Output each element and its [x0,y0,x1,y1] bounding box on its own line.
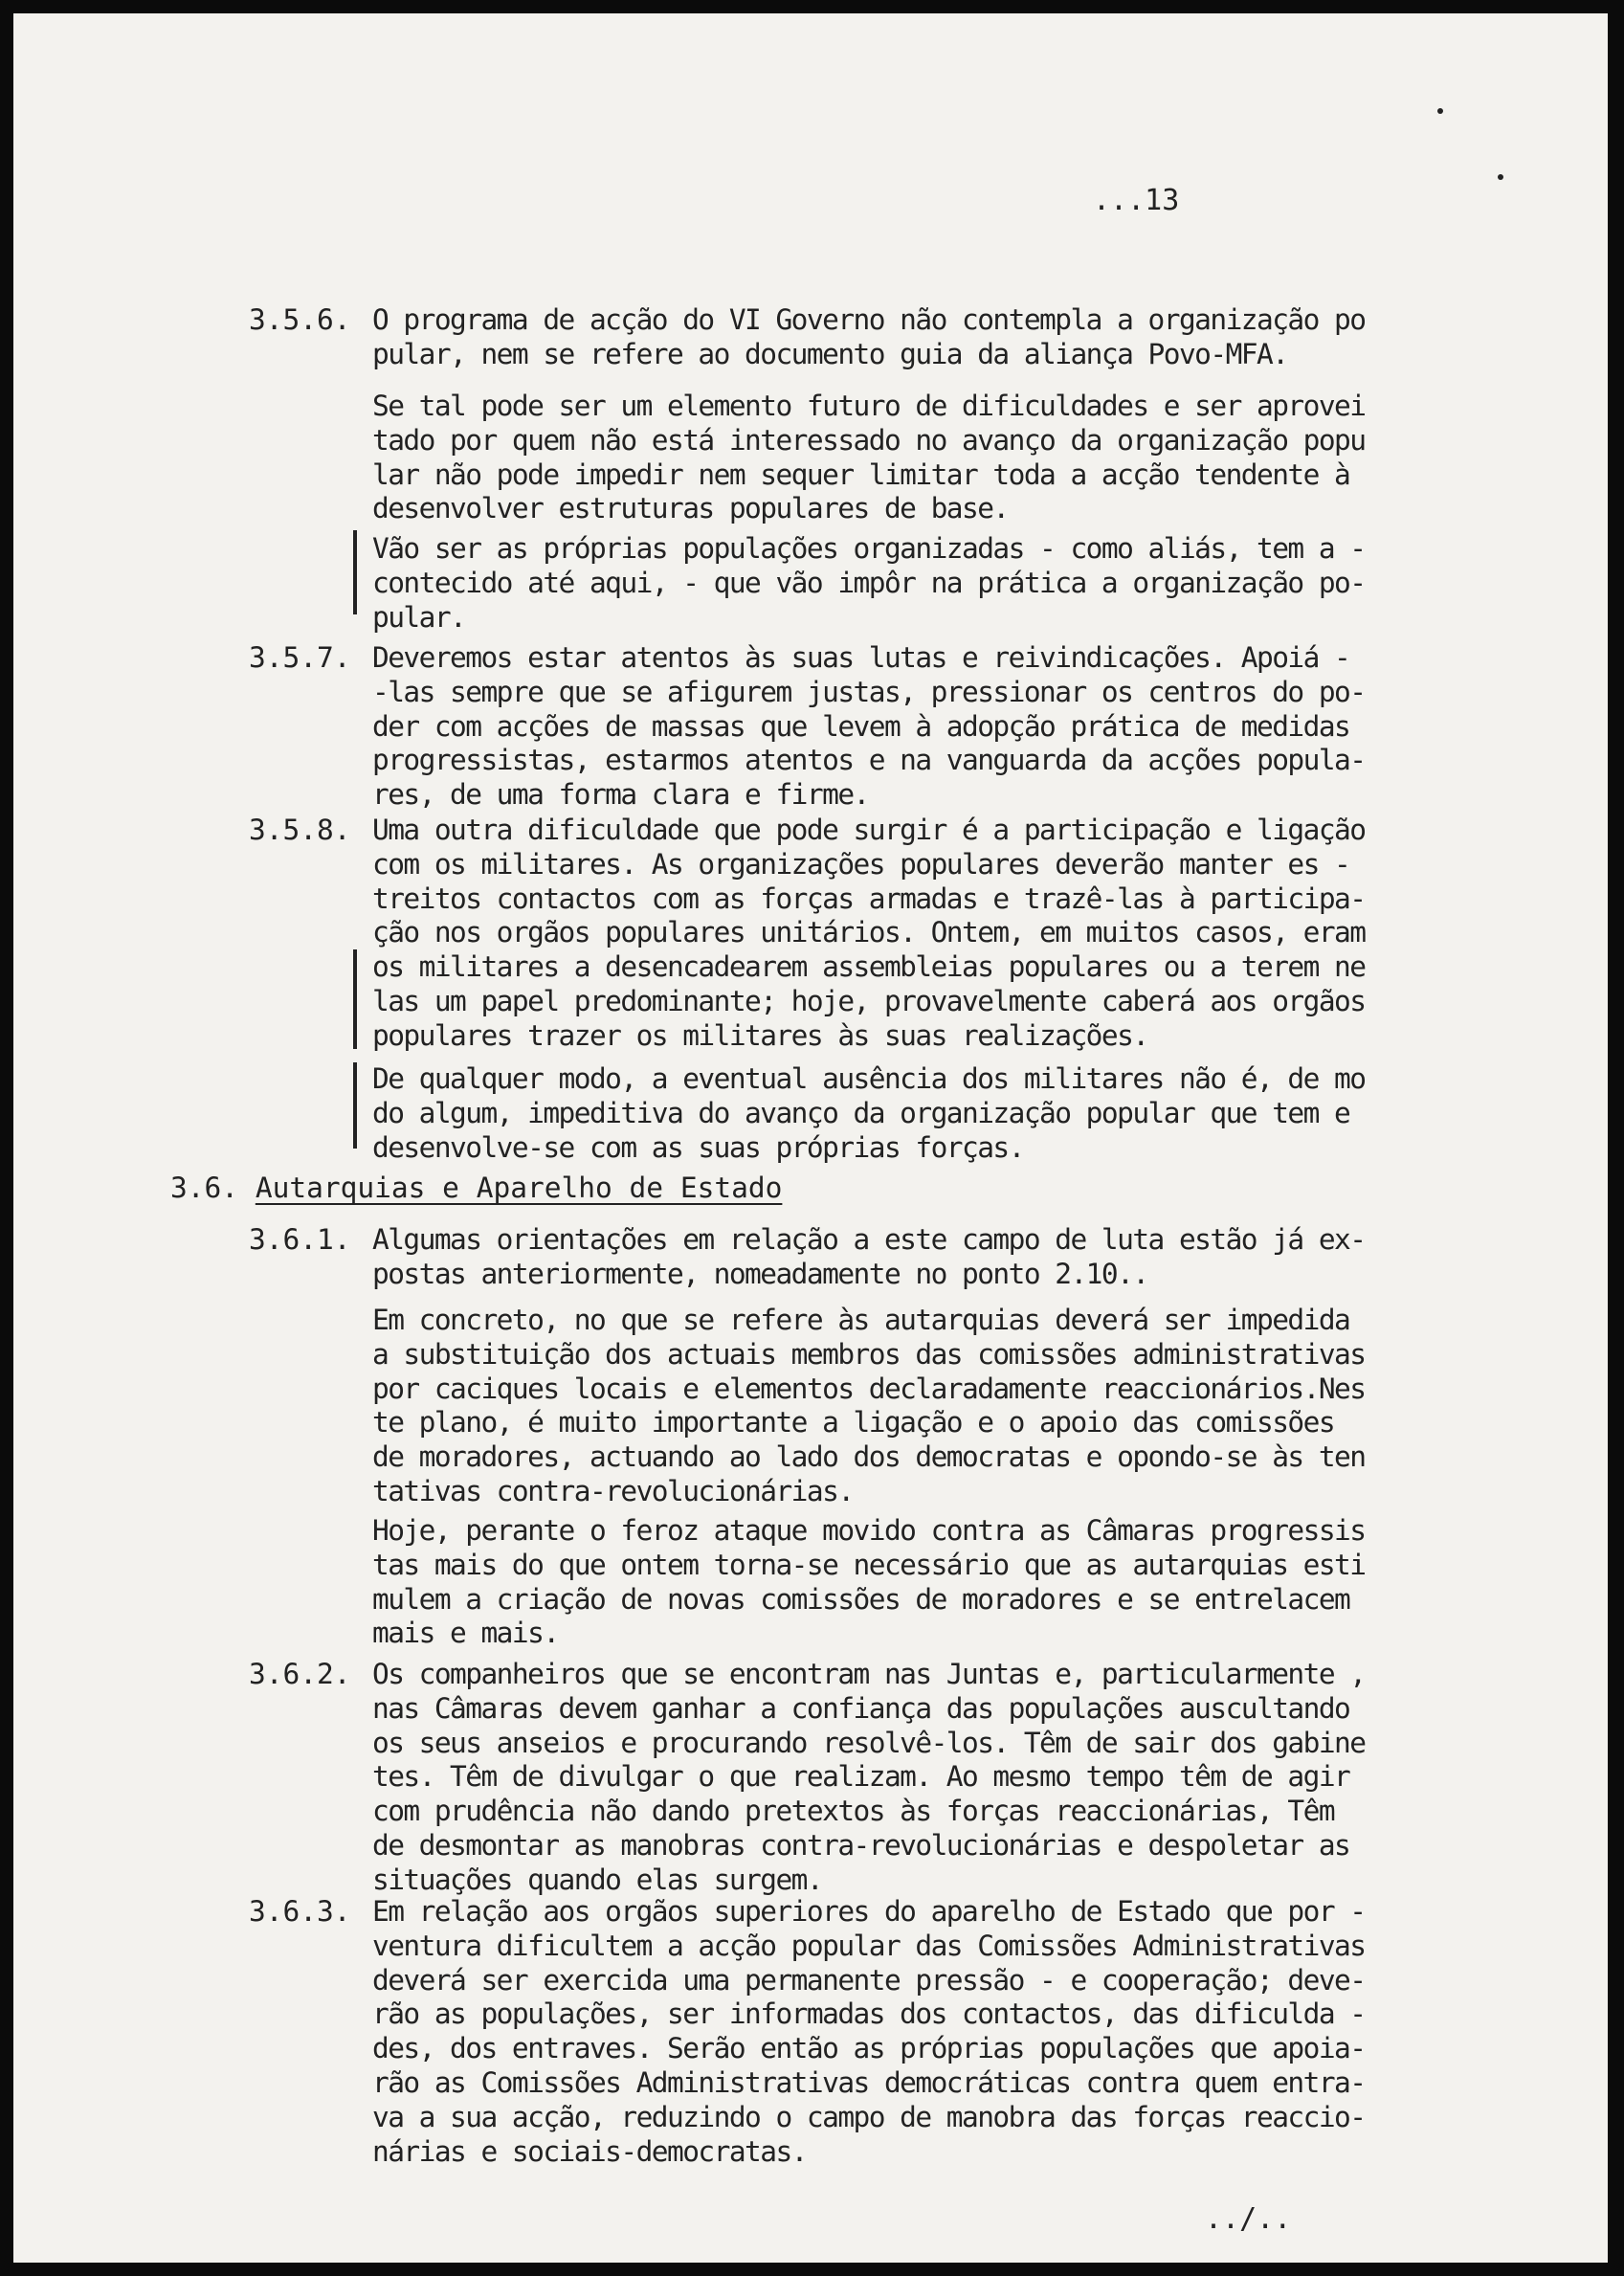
text-line: ventura dificultem a acção popular das Comissões Administrativas [372,1929,1366,1962]
text-line: Os companheiros que se encontram nas Juntas e, particularmente , [372,1658,1366,1690]
text-line: situações quando elas surgem. [372,1863,823,1896]
paragraph-3-5-7 [372,641,1365,813]
text-line: a substituição dos actuais membros das comissões administrativas [372,1337,1366,1371]
text-line: mulem a criação de novas comissões de moradores e se entrelacem [372,1582,1350,1616]
ink-speck [1498,174,1503,180]
text-line: nárias e sociais-democratas. [372,2134,807,2168]
text-line: Deveremos estar atentos às suas lutas e reivindicações. Apoiá - [372,641,1350,674]
text-line: tas mais do que ontem torna-se necessário que as autarquias esti [372,1548,1366,1581]
page-number: ...13 [1093,184,1180,217]
text-line: Vão ser as próprias populações organizadas - como aliás, tem a - [372,532,1366,565]
text-line: De qualquer modo, a eventual ausência dos militares não é, de mo [372,1062,1366,1095]
margin-bar [353,1062,357,1149]
text-line: do algum, impeditiva do avanço da organização popular que tem e [372,1096,1350,1129]
section-heading [170,1171,782,1204]
text-line: desenvolve-se com as suas próprias forças. [372,1130,1024,1164]
section-number: 3.6. [170,1171,239,1204]
text-line: mais e mais. [372,1617,559,1650]
text-line: deverá ser exercida uma permanente pressão - e cooperação; deve- [372,1963,1366,1997]
text-line: com os militares. As organizações populares deverão manter es - [372,847,1350,881]
ink-speck [1437,108,1443,114]
text-line: Uma outra dificuldade que pode surgir é a participação e ligação [372,814,1366,846]
text-line: las um papel predominante; hoje, provavelmente caberá aos orgãos [372,984,1366,1017]
paragraph-number: 3.6.3. [249,1895,351,1928]
paragraph-3-5-6 [372,303,1365,372]
text-line: os militares a desencadearem assembleias populares ou a terem ne [372,950,1366,984]
text-line: -las sempre que se afigurem justas, pressionar os centros do po- [372,675,1366,708]
paragraph-number: 3.6.2. [249,1658,351,1690]
text-line: tes. Têm de divulgar o que realizam. Ao mesmo tempo têm de agir [372,1760,1350,1794]
text-line: tativas contra-revolucionárias. [372,1474,854,1507]
paragraph-3-6-3 [372,1895,1365,2169]
text-line: rão as populações, ser informadas dos contactos, das dificulda - [372,1997,1366,2031]
text-line: Hoje, perante o feroz ataque movido contra as Câmaras progressis [372,1514,1366,1547]
margin-bar [353,949,357,1049]
text-line: tado por quem não está interessado no avanço da organização popu [372,423,1366,457]
text-line: O programa de acção do VI Governo não contempla a organização po [372,303,1366,336]
text-line: der com acções de massas que levem à adopção prática de medidas [372,709,1350,743]
text-line: pular. [372,600,466,634]
paragraph-number: 3.5.8. [249,814,351,846]
paragraph-3-5-8-marked [372,1062,1365,1165]
text-line: va a sua acção, reduzindo o campo de manobra das forças reaccio- [372,2100,1366,2133]
text-line: rão as Comissões Administrativas democráticas contra quem entra- [372,2065,1366,2099]
text-line: desenvolver estruturas populares de base. [372,492,1009,525]
document-page [13,13,1608,2263]
text-line: postas anteriormente, nomeadamente no ponto 2.10.. [372,1257,1148,1290]
margin-bar [353,530,357,614]
text-line: de moradores, actuando ao lado dos democratas e opondo-se às ten [372,1440,1366,1474]
paragraph-number: 3.5.6. [249,303,351,336]
text-line: ção nos orgãos populares unitários. Ontem, em muitos casos, eram [372,916,1366,949]
text-line: populares trazer os militares às suas realizações. [372,1018,1148,1052]
text-line: por caciques locais e elementos declaradamente reaccionários.Nes [372,1372,1366,1405]
paragraph-3-6-2 [372,1658,1365,1898]
paragraph-3-5-8 [372,814,1365,1054]
paragraph-3-6-1-final [372,1514,1365,1651]
paragraph-number: 3.6.1. [249,1223,351,1256]
paragraph-3-6-1-continued [372,1304,1365,1509]
text-line: treitos contactos com as forças armadas e trazê-las à participa- [372,881,1366,915]
paragraph-number: 3.5.7. [249,641,351,674]
text-line: Algumas orientações em relação a este campo de luta estão já ex- [372,1223,1366,1256]
text-line: de desmontar as manobras contra-revolucionárias e despoletar as [372,1828,1350,1862]
text-line: pular, nem se refere ao documento guia da aliança Povo-MFA. [372,337,1288,370]
text-line: Se tal pode ser um elemento futuro de dificuldades e ser aprovei [372,390,1366,422]
text-line: Em concreto, no que se refere às autarquias deverá ser impedida [372,1304,1350,1336]
text-line: os seus anseios e procurando resolvê-los. Têm de sair dos gabine [372,1726,1366,1759]
section-title: Autarquias e Aparelho de Estado [255,1171,783,1204]
text-line: contecido até aqui, - que vão impôr na prática a organização po- [372,566,1366,599]
paragraph-3-5-6-marked [372,532,1365,635]
text-line: des, dos entraves. Serão então as próprias populações que apoia- [372,2032,1366,2065]
text-line: com prudência não dando pretextos às forças reaccionárias, Têm [372,1795,1335,1828]
text-line: nas Câmaras devem ganhar a confiança das populações auscultando [372,1691,1350,1725]
paragraph-3-5-6-continued [372,390,1365,526]
text-line: progressistas, estarmos atentos e na vanguarda da acções popula- [372,744,1366,777]
continuation-mark: ../.. [1205,2202,1292,2236]
text-line: Em relação aos orgãos superiores do aparelho de Estado que por - [372,1895,1366,1928]
text-line: te plano, é muito importante a ligação e o apoio das comissões [372,1406,1335,1439]
text-line: lar não pode impedir nem sequer limitar toda a acção tendente à [372,457,1350,491]
paragraph-3-6-1 [372,1223,1365,1292]
text-line: res, de uma forma clara e firme. [372,778,869,812]
